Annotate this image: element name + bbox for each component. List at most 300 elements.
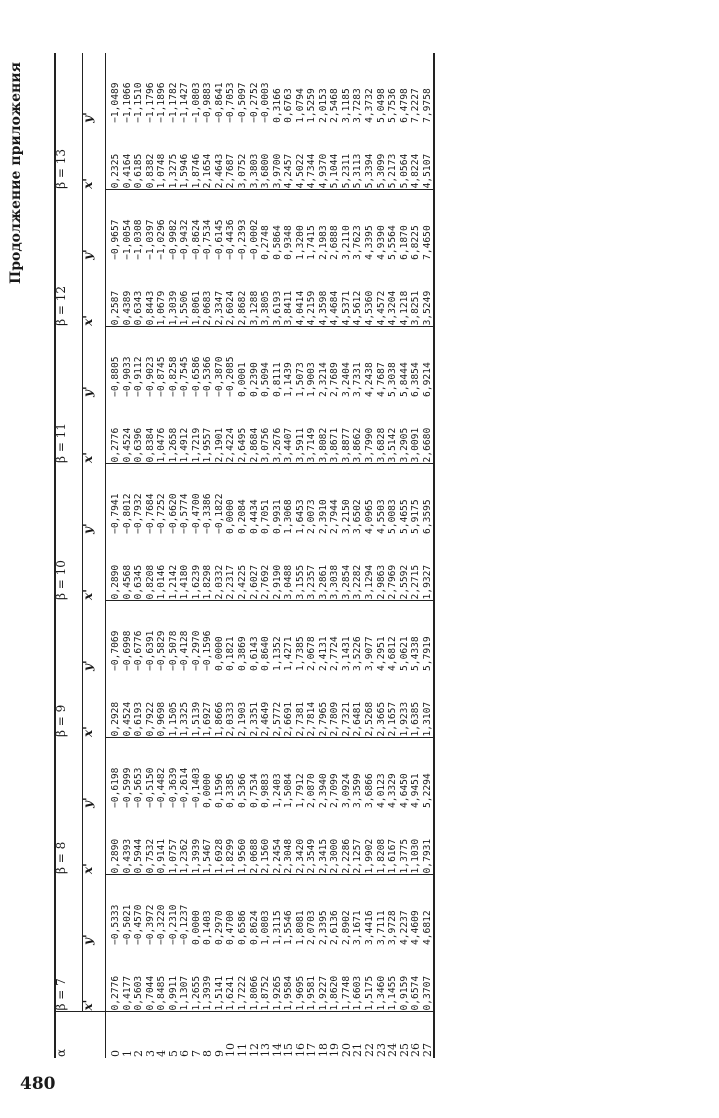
y-prime-cell: 0,3385	[225, 773, 237, 808]
y-prime-cell: −1,1782	[167, 82, 179, 123]
x-prime-cell: 1,8746	[191, 124, 203, 190]
x-prime-cell: 3,8671	[329, 398, 341, 464]
y-prime-cell: 1,9003	[306, 362, 318, 397]
x-prime-cell: 5,3099	[376, 124, 388, 190]
y-prime-cell: 0,8640	[260, 636, 272, 671]
y-prime-cell: 2,7944	[329, 499, 341, 534]
x-prime-cell: 4,7344	[306, 124, 318, 190]
table-row	[237, 53, 249, 1058]
y-prime-cell: 2,0153	[317, 88, 329, 123]
y-prime-cell: 0,0000	[213, 636, 225, 671]
x-prime-cell: 3,4407	[283, 398, 295, 464]
table-row	[272, 53, 284, 1058]
x-prime-cell: 0,8382	[145, 124, 157, 190]
y-prime-cell: 4,4609	[410, 910, 422, 945]
x-prime-header: x'	[83, 946, 106, 1012]
y-prime-cell: −0,9657	[110, 219, 121, 260]
y-prime-cell: −0,5150	[144, 767, 156, 808]
y-prime-cell: 1,1439	[283, 362, 295, 397]
x-prime-cell: 0,9159	[398, 975, 410, 1011]
x-prime-cell: 0,6343	[133, 261, 145, 327]
x-prime-cell: 1,3460	[375, 975, 387, 1011]
table-row	[168, 53, 180, 1058]
x-prime-cell: 5,2173	[387, 124, 399, 190]
y-prime-cell: −1,0489	[110, 82, 121, 123]
y-prime-cell: 2,0703	[306, 910, 318, 945]
x-prime-cell: 1,2655	[190, 975, 202, 1011]
x-prime-cell: 0,6574	[410, 975, 422, 1011]
y-prime-cell: −0,3220	[156, 904, 168, 945]
y-prime-cell: 0,7534	[248, 773, 260, 808]
y-prime-cell: −0,7252	[156, 493, 168, 534]
y-prime-cell: 3,7331	[352, 362, 364, 397]
x-prime-cell: 0,5603	[133, 975, 145, 1011]
y-prime-cell: 5,7919	[421, 636, 433, 671]
y-prime-cell: 3,7283	[352, 88, 364, 123]
x-prime-cell: 3,5142	[387, 398, 399, 464]
x-prime-cell: 2,8684	[249, 398, 261, 464]
y-prime-cell: −0,3972	[144, 904, 156, 945]
y-prime-cell: 6,3595	[421, 499, 433, 534]
y-prime-cell: −0,7534	[202, 219, 214, 260]
beta-group-header: β = 13	[55, 53, 83, 190]
x-prime-cell: 2,2454	[272, 809, 284, 875]
x-prime-cell: 1,0757	[168, 809, 180, 875]
x-prime-cell: 0,8208	[145, 535, 157, 601]
y-prime-cell: −0,5774	[179, 493, 191, 534]
y-prime-cell: 0,8624	[248, 910, 260, 945]
y-prime-cell: −1,1510	[133, 82, 145, 123]
alpha-cell: 5	[168, 1012, 180, 1058]
x-prime-cell: 1,6241	[225, 975, 237, 1011]
x-prime-cell: 2,5592	[399, 535, 411, 601]
table-row	[202, 53, 214, 1058]
x-prime-cell: 1,9233	[399, 672, 411, 738]
y-prime-cell: 0,2970	[213, 910, 225, 945]
x-prime-cell: 1,5946	[179, 124, 191, 190]
beta-group-header: β = 12	[55, 190, 83, 327]
beta-group-header: β = 10	[55, 464, 83, 601]
y-prime-cell: 0,6763	[283, 88, 295, 123]
y-prime-cell: −0,8012	[121, 493, 133, 534]
x-prime-cell: 1,3775	[399, 809, 411, 875]
x-prime-cell: 3,7149	[306, 398, 318, 464]
y-prime-cell: −0,6145	[213, 219, 225, 260]
x-prime-cell: 2,7321	[341, 672, 353, 738]
x-prime-cell: 3,5911	[295, 398, 307, 464]
y-prime-cell: 1,7912	[294, 773, 306, 808]
y-prime-cell: 1,3068	[283, 499, 295, 534]
x-prime-cell: 3,0488	[283, 535, 295, 601]
y-prime-cell: 5,7536	[387, 88, 399, 123]
x-prime-cell: 0,8443	[145, 261, 157, 327]
x-prime-cell: 2,9863	[376, 535, 388, 601]
y-prime-cell: −0,7053	[225, 82, 237, 123]
x-prime-cell: 2,0688	[249, 809, 261, 875]
y-prime-cell: −0,1822	[213, 493, 225, 534]
x-prime-cell: 0,2587	[106, 261, 122, 327]
y-prime-cell: 3,6502	[352, 499, 364, 534]
x-prime-cell: 2,0332	[214, 535, 226, 601]
x-prime-cell: 0,4524	[122, 398, 134, 464]
x-prime-cell: 1,9557	[202, 398, 214, 464]
y-prime-cell: 3,6866	[364, 773, 376, 808]
page-number: 480	[20, 1074, 56, 1094]
x-prime-cell: 0,2890	[106, 535, 122, 601]
x-prime-cell: 2,6027	[249, 535, 261, 601]
y-prime-cell: 4,9451	[410, 773, 422, 808]
y-prime-cell: 3,1185	[340, 88, 352, 123]
y-prime-cell: −0,3639	[167, 767, 179, 808]
x-prime-cell: 0,2890	[106, 809, 122, 875]
x-prime-cell: 0,6193	[133, 672, 145, 738]
x-prime-cell: 4,1218	[399, 261, 411, 327]
x-prime-cell: 1,6927	[202, 672, 214, 738]
x-prime-cell: 2,6680	[422, 398, 435, 464]
x-prime-cell: 1,0748	[156, 124, 168, 190]
y-prime-cell: −0,7932	[133, 493, 145, 534]
table-row	[122, 53, 134, 1058]
y-prime-cell: 3,1671	[352, 910, 364, 945]
y-prime-cell: −0,1596	[202, 630, 214, 671]
y-prime-cell: 0,9348	[283, 225, 295, 260]
y-prime-cell: 0,3166	[271, 88, 283, 123]
alpha-cell: 20	[341, 1012, 353, 1058]
alpha-column-header: α	[55, 1012, 106, 1058]
x-prime-cell: 0,7044	[144, 975, 156, 1011]
y-prime-cell: −0,4128	[179, 630, 191, 671]
alpha-cell: 19	[329, 1012, 341, 1058]
x-prime-cell: 1,9227	[317, 975, 329, 1011]
x-prime-cell: 0,4389	[122, 261, 134, 327]
x-prime-cell: 1,8066	[248, 975, 260, 1011]
y-prime-cell: 3,0924	[340, 773, 352, 808]
x-prime-cell: 4,5022	[295, 124, 307, 190]
table-row	[387, 53, 399, 1058]
x-prime-cell: 5,2311	[341, 124, 353, 190]
y-prime-cell: 4,6450	[398, 773, 410, 808]
x-prime-cell: 3,2905	[399, 398, 411, 464]
y-prime-cell: −0,2752	[248, 82, 260, 123]
y-prime-cell: −0,9033	[121, 356, 133, 397]
y-prime-cell: 4,0123	[375, 773, 387, 808]
table-row	[191, 53, 203, 1058]
x-prime-cell: 2,8682	[237, 261, 249, 327]
x-prime-cell: 0,3707	[421, 975, 433, 1011]
x-prime-cell: 3,1555	[295, 535, 307, 601]
x-prime-header: x'	[83, 398, 106, 464]
y-prime-cell: 0,3869	[237, 636, 249, 671]
y-prime-cell: 3,2404	[340, 362, 352, 397]
beta-group-header: β = 8	[55, 738, 83, 875]
alpha-cell: 25	[399, 1012, 411, 1058]
y-prime-cell: −0,2393	[237, 219, 249, 260]
table-row	[329, 53, 341, 1058]
x-prime-cell: 1,8208	[376, 809, 388, 875]
x-prime-cell: 2,7965	[318, 672, 330, 738]
y-prime-cell: −0,5829	[156, 630, 168, 671]
x-prime-cell: 1,8620	[329, 975, 341, 1011]
y-prime-cell: −0,6620	[167, 493, 179, 534]
x-prime-cell: 3,3803	[249, 124, 261, 190]
y-prime-cell: 0,1596	[213, 773, 225, 808]
x-prime-cell: 3,1288	[249, 261, 261, 327]
y-prime-cell: 3,7111	[375, 910, 387, 945]
x-prime-cell: 0,4177	[121, 975, 133, 1011]
x-prime-cell: 1,0146	[156, 535, 168, 601]
y-prime-cell: 0,4700	[225, 910, 237, 945]
y-prime-cell: −0,5097	[237, 82, 249, 123]
x-prime-cell: 1,5139	[191, 672, 203, 738]
x-prime-cell: 2,3048	[283, 809, 295, 875]
alpha-cell: 24	[387, 1012, 399, 1058]
y-prime-cell: −0,8641	[213, 82, 225, 123]
y-prime-cell: 1,3115	[271, 910, 283, 945]
y-prime-cell: 2,8902	[340, 910, 352, 945]
y-prime-cell: 6,4798	[398, 88, 410, 123]
x-prime-cell: 3,6828	[376, 398, 388, 464]
y-prime-cell: 3,7623	[352, 225, 364, 260]
y-prime-cell: 4,2951	[375, 636, 387, 671]
y-prime-header: y'	[83, 875, 106, 946]
x-prime-cell: 1,3939	[191, 809, 203, 875]
y-prime-cell: −0,9023	[144, 356, 156, 397]
x-prime-cell: 4,2457	[283, 124, 295, 190]
x-prime-cell: 1,9560	[237, 809, 249, 875]
x-prime-cell: 2,1657	[387, 672, 399, 738]
table-row	[145, 53, 157, 1058]
x-prime-cell: 2,3415	[318, 809, 330, 875]
x-prime-cell: 2,3351	[249, 672, 261, 738]
alpha-cell: 7	[191, 1012, 203, 1058]
x-prime-cell: 2,2317	[225, 535, 237, 601]
x-prime-cell: 0,8384	[145, 398, 157, 464]
y-prime-cell: −1,0296	[156, 219, 168, 260]
x-prime-cell: 1,4912	[179, 398, 191, 464]
y-prime-cell: −1,1796	[144, 82, 156, 123]
x-prime-cell: 4,9370	[318, 124, 330, 190]
x-prime-cell: 3,2676	[272, 398, 284, 464]
x-prime-cell: 2,2715	[410, 535, 422, 601]
x-prime-cell: 0,9911	[167, 975, 179, 1011]
x-prime-cell: 2,3665	[376, 672, 388, 738]
x-prime-cell: 1,2658	[168, 398, 180, 464]
table-row	[341, 53, 353, 1058]
y-prime-cell: 5,3038	[387, 362, 399, 397]
y-prime-cell: 7,4650	[421, 225, 433, 260]
x-prime-cell: 2,3549	[306, 809, 318, 875]
y-prime-cell: 0,8111	[271, 362, 283, 397]
y-prime-cell: 4,3329	[387, 773, 399, 808]
x-prime-cell: 1,8299	[225, 809, 237, 875]
x-prime-cell: 1,5141	[213, 975, 225, 1011]
x-prime-cell: 3,0756	[260, 398, 272, 464]
x-prime-cell: 4,5612	[352, 261, 364, 327]
x-prime-cell: 0,4568	[122, 535, 134, 601]
table-row	[422, 53, 435, 1058]
x-prime-cell: 4,5360	[364, 261, 376, 327]
y-prime-cell: 0,2748	[260, 225, 272, 260]
x-prime-cell: 1,8061	[191, 261, 203, 327]
alpha-cell: 9	[214, 1012, 226, 1058]
table-row	[352, 53, 364, 1058]
y-prime-cell: 5,5564	[387, 225, 399, 260]
x-prime-cell: 2,4225	[237, 535, 249, 601]
x-prime-cell: 1,9581	[306, 975, 318, 1011]
y-prime-cell: 1,7385	[294, 636, 306, 671]
x-prime-cell: 1,2142	[168, 535, 180, 601]
y-prime-cell: −0,2310	[167, 904, 179, 945]
x-prime-cell: 2,1257	[352, 809, 364, 875]
y-prime-cell: 0,6143	[248, 636, 260, 671]
y-prime-cell: −0,8258	[167, 356, 179, 397]
y-prime-cell: 0,0000	[202, 773, 214, 808]
x-prime-cell: 2,0683	[202, 261, 214, 327]
y-prime-cell: −0,7941	[110, 493, 121, 534]
x-prime-cell: 1,3039	[168, 261, 180, 327]
y-prime-cell: 1,5084	[283, 773, 295, 808]
y-prime-cell: 4,2237	[398, 910, 410, 945]
y-prime-cell: 7,9758	[421, 88, 433, 123]
y-prime-cell: 0,5094	[260, 362, 272, 397]
x-prime-cell: 2,4224	[225, 398, 237, 464]
y-prime-cell: 1,2403	[271, 773, 283, 808]
x-prime-cell: 0,7922	[145, 672, 157, 738]
y-prime-cell: −0,7069	[110, 630, 121, 671]
y-prime-cell: −0,1403	[190, 767, 202, 808]
y-prime-cell: 2,3214	[317, 362, 329, 397]
y-prime-cell: 4,6812	[387, 636, 399, 671]
alpha-cell: 14	[272, 1012, 284, 1058]
y-prime-cell: 1,4271	[283, 636, 295, 671]
y-prime-cell: 5,8444	[398, 362, 410, 397]
x-prime-cell: 5,0564	[399, 124, 411, 190]
y-prime-cell: 2,1983	[317, 225, 329, 260]
alpha-cell: 12	[249, 1012, 261, 1058]
y-prime-cell: −0,2614	[179, 767, 191, 808]
y-prime-cell: 0,6586	[237, 910, 249, 945]
alpha-cell: 27	[422, 1012, 435, 1058]
x-prime-cell: 1,5506	[179, 261, 191, 327]
x-prime-cell: 4,4572	[376, 261, 388, 327]
y-prime-cell: 0,5366	[237, 773, 249, 808]
x-prime-cell: 1,6239	[191, 535, 203, 601]
y-prime-cell: −0,5021	[121, 904, 133, 945]
beta-group-header: β = 11	[55, 327, 83, 464]
x-prime-cell: 1,2362	[179, 809, 191, 875]
y-prime-cell: −0,5999	[121, 767, 133, 808]
y-prime-cell: 2,0073	[306, 499, 318, 534]
alpha-cell: 22	[364, 1012, 376, 1058]
x-prime-cell: 1,5175	[364, 975, 376, 1011]
x-prime-cell: 4,3598	[318, 261, 330, 327]
x-prime-cell: 0,4164	[122, 124, 134, 190]
x-prime-cell: 3,8251	[410, 261, 422, 327]
y-prime-cell: −0,8624	[190, 219, 202, 260]
x-prime-cell: 5,1044	[329, 124, 341, 190]
x-prime-cell: 1,8298	[202, 535, 214, 601]
y-prime-cell: 5,4655	[398, 499, 410, 534]
x-prime-cell: 1,3325	[179, 672, 191, 738]
y-prime-cell: 5,0621	[398, 636, 410, 671]
x-prime-cell: 1,9902	[364, 809, 376, 875]
y-prime-cell: 0,1403	[202, 910, 214, 945]
x-prime-cell: 1,6167	[387, 809, 399, 875]
y-prime-cell: −0,4482	[156, 767, 168, 808]
y-prime-cell: 7,2227	[410, 88, 422, 123]
y-prime-cell: −1,1427	[179, 82, 191, 123]
y-prime-cell: 2,6888	[329, 225, 341, 260]
x-prime-cell: 0,4393	[122, 809, 134, 875]
y-prime-cell: −0,4700	[190, 493, 202, 534]
y-prime-cell: 1,5259	[306, 88, 318, 123]
x-prime-cell: 0,6396	[133, 398, 145, 464]
y-prime-cell: 3,9077	[364, 636, 376, 671]
table-row	[376, 53, 388, 1058]
y-prime-cell: −0,5078	[167, 630, 179, 671]
x-prime-cell: 2,6481	[352, 672, 364, 738]
y-prime-cell: 2,5468	[329, 88, 341, 123]
y-prime-cell: 2,7099	[329, 773, 341, 808]
alpha-cell: 4	[156, 1012, 168, 1058]
x-prime-cell: 2,3347	[214, 261, 226, 327]
y-prime-cell: −0,7545	[179, 356, 191, 397]
y-prime-cell: 2,3910	[317, 499, 329, 534]
y-prime-cell: 5,4338	[410, 636, 422, 671]
y-prime-cell: −0,6776	[133, 630, 145, 671]
y-prime-cell: 2,4131	[317, 636, 329, 671]
y-prime-cell: −1,0803	[190, 82, 202, 123]
y-prime-cell: 3,5226	[352, 636, 364, 671]
y-prime-cell: 4,0965	[364, 499, 376, 534]
y-prime-cell: 3,4416	[364, 910, 376, 945]
y-prime-cell: −0,4570	[133, 904, 145, 945]
table-row	[225, 53, 237, 1058]
x-prime-cell: 2,4643	[214, 124, 226, 190]
x-prime-cell: 1,8666	[214, 672, 226, 738]
beta-group-header: β = 7	[55, 875, 83, 1012]
y-prime-cell: −0,8805	[110, 356, 121, 397]
x-prime-cell: 2,7692	[260, 535, 272, 601]
y-prime-header: y'	[83, 738, 106, 809]
x-prime-cell: 0,2928	[106, 672, 122, 738]
y-prime-cell: −1,1066	[121, 82, 133, 123]
x-prime-cell: 2,1903	[237, 672, 249, 738]
y-prime-cell: 0,1821	[225, 636, 237, 671]
y-prime-header: y'	[83, 601, 106, 672]
y-prime-cell: −0,9432	[179, 219, 191, 260]
data-table	[54, 53, 435, 1058]
alpha-cell: 10	[225, 1012, 237, 1058]
y-prime-cell: 2,7724	[329, 636, 341, 671]
x-prime-cell: 2,7809	[329, 672, 341, 738]
y-prime-cell: 6,9214	[421, 362, 433, 397]
y-prime-cell: 4,5503	[375, 499, 387, 534]
table-row	[306, 53, 318, 1058]
table-row	[106, 53, 122, 1058]
x-prime-cell: 0,2776	[106, 398, 122, 464]
x-prime-cell: 1,5467	[202, 809, 214, 875]
y-prime-cell: 0,4434	[248, 499, 260, 534]
x-prime-cell: 0,6345	[133, 535, 145, 601]
y-prime-header: y'	[83, 327, 106, 398]
x-prime-cell: 5,3394	[364, 124, 376, 190]
x-prime-cell: 1,6928	[214, 809, 226, 875]
y-prime-cell: 5,9175	[410, 499, 422, 534]
x-prime-cell: 0,2776	[110, 975, 121, 1011]
x-prime-cell: 3,6800	[260, 124, 272, 190]
table-row	[156, 53, 168, 1058]
